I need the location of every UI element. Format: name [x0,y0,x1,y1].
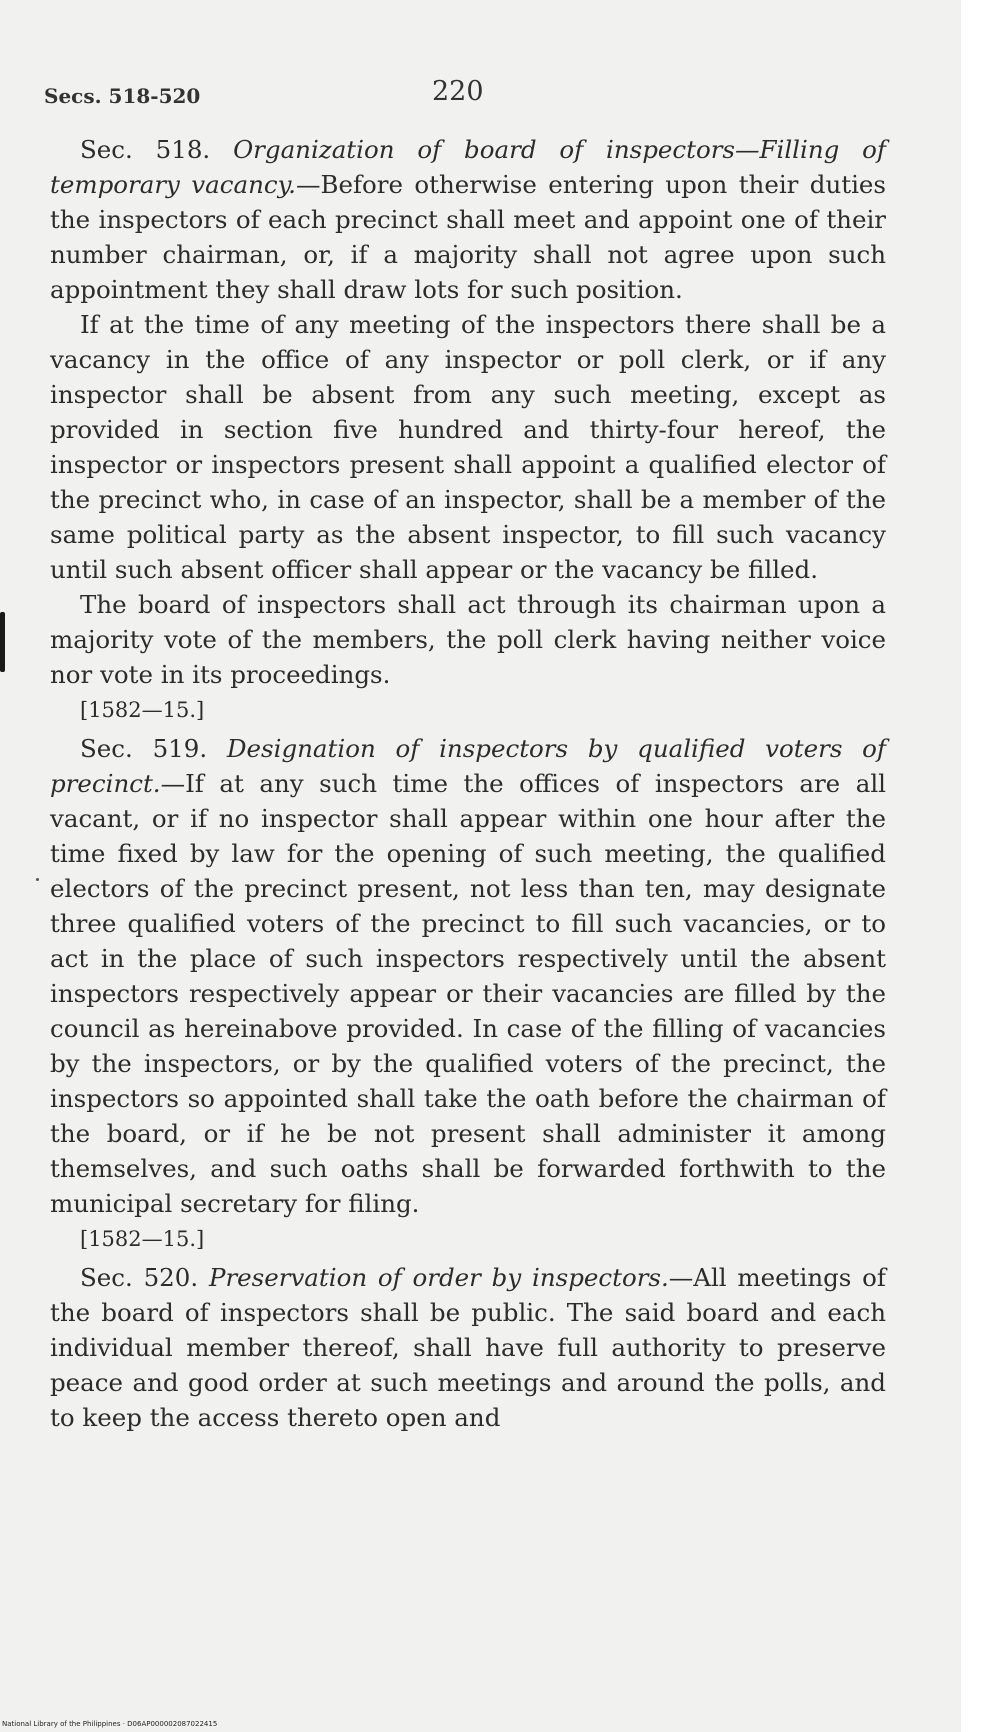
running-head: Secs. 518-520 [44,84,201,108]
section-caption: Designation of inspectors by qualified voters of precinct. [50,734,886,798]
section-519-paragraph-1 [50,731,886,1221]
section-caption: Organization of board of inspectors—Filling of temporary vacancy. [50,135,886,199]
section-519-citation: [1582—15.] [80,1227,205,1251]
section-518-citation: [1582—15.] [80,698,205,722]
section-518-paragraph-3: The board of inspectors shall act through its chairman upon a majority vote of the members, the poll clerk having neither voice nor vote in its proceedings. [50,590,886,689]
body-text [50,132,886,1435]
section-520-paragraph-1 [50,1260,886,1435]
section-label: Sec. 519. [80,734,208,763]
section-text: —All meetings of the board of inspectors shall be public. The said board and each individual member thereof, shall have full authority to preserve peace and good order at such meetings and around the polls, and to keep the access thereto open and [50,1263,886,1432]
binding-mark [0,612,5,672]
section-label: Sec. 520. [80,1263,199,1292]
page-header [44,76,884,116]
page-margin [961,0,1001,1732]
scan-footer: National Library of the Philippines · D06AP000002087022415 [2,1720,218,1728]
section-label: Sec. 518. [80,135,211,164]
section-text: —If at any such time the offices of inspectors are all vacant, or if no inspector shall appear within one hour after the time fixed by law for the opening of such meeting, the qualified electors of the precinct present, not less than ten, may designate three qualified voters of the precinct to fill such vacancies, or to act in the place of such inspectors respectively until the absent inspectors respectively appear or their vacancies are filled by the council as hereinabove provided. In case of the filling of vacancies by the inspectors, or by the qualified voters of the precinct, the inspectors so appointed shall take the oath before the chairman of the board, or if he be not present shall administer it among themselves, and such oaths shall be forwarded forthwith to the municipal secretary for filing. [50,769,886,1218]
page-number: 220 [432,76,484,107]
scan-speck [36,878,39,881]
section-518-paragraph-1 [50,132,886,307]
section-518-paragraph-2: If at the time of any meeting of the inspectors there shall be a vacancy in the office of any inspector or poll clerk, or if any inspector shall be absent from any such meeting, except as provided in section five hundred and thirty-four hereof, the inspector or inspectors present shall appoint a qualified elector of the precinct who, in case of an inspector, shall be a member of the same political party as the absent inspector, to fill such vacancy until such absent officer shall appear or the vacancy be filled. [50,310,886,584]
section-text: —Before otherwise entering upon their duties the inspectors of each precinct shall meet and appoint one of their number chairman, or, if a majority shall not agree upon such appointment they shall draw lots for such position. [50,170,886,304]
section-caption: Preservation of order by inspectors. [208,1263,669,1292]
